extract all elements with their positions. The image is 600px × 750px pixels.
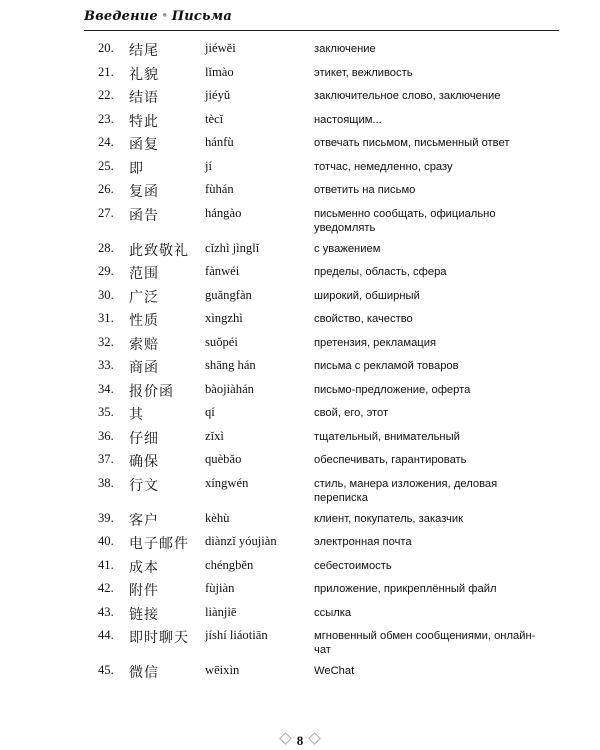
vocab-hanzi: 其 xyxy=(129,407,144,423)
vocab-pinyin: suǒpéi xyxy=(205,334,238,349)
vocab-row xyxy=(98,605,558,629)
vocab-translation: заключительное слово, заключение xyxy=(314,90,501,102)
vocab-hanzi: 行文 xyxy=(129,477,159,494)
vocab-pinyin: cǐzhì jìnglǐ xyxy=(205,240,260,255)
vocab-pinyin: quèbǎo xyxy=(205,452,242,466)
vocab-pinyin: jí xyxy=(205,158,212,173)
vocab-number: 26. xyxy=(98,182,114,196)
vocab-translation: отвечать письмом, письменный ответ xyxy=(314,137,510,149)
vocab-row xyxy=(98,182,558,206)
vocab-translation: тотчас, немедленно, сразу xyxy=(314,160,453,173)
vocab-pinyin: liànjiē xyxy=(205,604,237,619)
vocab-row xyxy=(98,452,558,476)
vocab-translation: этикет, вежливость xyxy=(314,66,413,79)
vocab-pinyin: shāng hán xyxy=(205,358,256,372)
vocab-hanzi: 结尾 xyxy=(129,43,159,59)
vocab-pinyin: jiéwěi xyxy=(205,41,236,55)
vocab-translation: WeChat xyxy=(314,665,355,677)
vocab-hanzi: 附件 xyxy=(129,583,159,599)
vocab-number: 34. xyxy=(98,381,114,396)
vocab-hanzi: 报价函 xyxy=(129,383,174,400)
vocab-hanzi: 客户 xyxy=(129,512,159,529)
header-text xyxy=(84,9,559,24)
vocab-number: 40. xyxy=(98,534,114,548)
vocab-row xyxy=(98,206,558,241)
vocab-hanzi: 微信 xyxy=(129,665,159,681)
vocab-number: 24. xyxy=(98,135,114,149)
vocab-translation: свой, его, этот xyxy=(314,407,389,419)
vocab-translation: тщательный, внимательный xyxy=(314,430,460,443)
vocab-translation: письма с рекламой товаров xyxy=(314,360,459,372)
vocab-pinyin: bàojiàhán xyxy=(205,381,254,396)
vocab-number: 32. xyxy=(98,334,114,349)
vocab-row xyxy=(98,335,558,359)
page-number: 8 xyxy=(296,733,304,748)
vocab-row xyxy=(98,358,558,382)
vocab-translation: свойство, качество xyxy=(314,313,413,325)
vocab-row xyxy=(98,476,558,511)
vocab-hanzi: 函告 xyxy=(129,207,159,224)
vocab-pinyin: tècǐ xyxy=(205,111,224,126)
vocab-number: 28. xyxy=(98,240,114,255)
vocab-translation: заключение xyxy=(314,43,376,55)
vocab-number: 39. xyxy=(98,510,114,525)
vocab-row xyxy=(98,558,558,582)
vocab-number: 21. xyxy=(98,64,114,79)
vocab-translation: письмо-предложение, оферта xyxy=(314,383,471,396)
running-header xyxy=(84,9,559,31)
vocab-hanzi: 礼貌 xyxy=(129,66,159,83)
vocab-translation: приложение, прикреплённый файл xyxy=(314,583,497,595)
vocab-number: 45. xyxy=(98,663,114,677)
vocab-row xyxy=(98,405,558,429)
vocab-row xyxy=(98,112,558,136)
vocab-hanzi: 成本 xyxy=(129,559,159,576)
vocab-row xyxy=(98,511,558,535)
vocab-translation: письменно сообщать, официально уведомлять xyxy=(314,207,496,234)
vocab-row xyxy=(98,288,558,312)
vocab-pinyin: kèhù xyxy=(205,510,230,525)
vocab-pinyin: lǐmào xyxy=(205,64,234,79)
vocab-translation: ссылка xyxy=(314,606,352,619)
vocab-translation: широкий, обширный xyxy=(314,289,420,302)
vocab-pinyin: chéngběn xyxy=(205,557,254,572)
vocab-pinyin: diànzǐ yóujiàn xyxy=(205,534,277,548)
diamond-ornament-icon xyxy=(308,732,321,745)
vocab-number: 37. xyxy=(98,452,114,466)
vocab-number: 42. xyxy=(98,581,114,595)
vocab-pinyin: fùhán xyxy=(205,182,234,196)
vocab-row xyxy=(98,65,558,89)
vocab-number: 23. xyxy=(98,111,114,126)
vocab-number: 31. xyxy=(98,311,114,325)
vocab-pinyin: hánfù xyxy=(205,135,234,149)
vocab-translation: ответить на письмо xyxy=(314,184,416,196)
vocab-translation: стиль, манера изложения, деловая переписка xyxy=(314,477,498,504)
vocab-hanzi: 确保 xyxy=(129,454,159,470)
vocab-translation: с уважением xyxy=(314,242,381,255)
vocab-row xyxy=(98,41,558,65)
vocab-row xyxy=(98,534,558,558)
vocab-row xyxy=(98,159,558,183)
vocab-row xyxy=(98,382,558,406)
vocab-pinyin: jiéyǔ xyxy=(205,88,231,102)
vocab-row xyxy=(98,429,558,453)
vocab-number: 36. xyxy=(98,428,114,443)
vocab-hanzi: 性质 xyxy=(129,313,159,329)
diamond-ornament-icon xyxy=(279,732,292,745)
vocab-number: 22. xyxy=(98,88,114,102)
page-footer xyxy=(0,730,600,749)
vocab-hanzi: 电子邮件 xyxy=(129,536,189,552)
vocab-hanzi: 链接 xyxy=(129,606,159,623)
vocab-hanzi: 函复 xyxy=(129,137,159,153)
vocab-translation: электронная почта xyxy=(314,536,412,548)
vocab-hanzi: 即 xyxy=(129,160,144,177)
header-topic: Письма xyxy=(171,9,232,24)
header-separator: • xyxy=(160,9,169,24)
vocab-row xyxy=(98,241,558,265)
vocab-hanzi: 即时聊天 xyxy=(129,630,189,646)
vocab-translation: обеспечивать, гарантировать xyxy=(314,454,467,466)
vocab-translation: пределы, область, сфера xyxy=(314,266,447,278)
vocab-row xyxy=(98,663,558,687)
vocab-pinyin: jíshí liáotiān xyxy=(205,628,268,642)
vocab-row xyxy=(98,135,558,159)
header-rule xyxy=(84,30,559,31)
vocab-pinyin: qí xyxy=(205,405,215,419)
vocab-hanzi: 仔细 xyxy=(129,430,159,447)
vocab-number: 43. xyxy=(98,604,114,619)
vocab-number: 29. xyxy=(98,264,114,278)
vocab-row xyxy=(98,581,558,605)
vocab-row xyxy=(98,628,558,663)
vocab-pinyin: fùjiàn xyxy=(205,581,235,595)
vocab-number: 27. xyxy=(98,205,114,220)
vocab-number: 33. xyxy=(98,358,114,372)
vocab-hanzi: 此致敬礼 xyxy=(129,242,189,259)
vocab-pinyin: xìngzhì xyxy=(205,311,243,325)
vocab-number: 38. xyxy=(98,475,114,490)
vocab-pinyin: hángào xyxy=(205,205,242,220)
vocab-pinyin: wēixìn xyxy=(205,663,240,677)
vocab-row xyxy=(98,311,558,335)
vocab-hanzi: 索赔 xyxy=(129,336,159,353)
vocab-hanzi: 复函 xyxy=(129,184,159,200)
vocab-translation: настоящим... xyxy=(314,113,382,126)
vocab-number: 25. xyxy=(98,158,114,173)
vocab-translation: претензия, рекламация xyxy=(314,336,437,349)
vocab-hanzi: 商函 xyxy=(129,360,159,376)
vocab-number: 30. xyxy=(98,287,114,302)
vocab-number: 35. xyxy=(98,405,114,419)
vocab-number: 44. xyxy=(98,628,114,642)
vocab-pinyin: xíngwén xyxy=(205,475,249,490)
vocab-number: 41. xyxy=(98,557,114,572)
vocab-pinyin: zǐxì xyxy=(205,428,224,443)
vocab-translation: клиент, покупатель, заказчик xyxy=(314,512,463,525)
vocab-pinyin: guǎngfàn xyxy=(205,287,252,302)
vocab-number: 20. xyxy=(98,41,114,55)
vocab-translation: себестоимость xyxy=(314,559,392,572)
vocab-hanzi: 特此 xyxy=(129,113,159,130)
vocab-hanzi: 结语 xyxy=(129,90,159,106)
vocab-pinyin: fànwéi xyxy=(205,264,240,278)
vocabulary-list xyxy=(98,41,558,687)
vocab-row xyxy=(98,264,558,288)
vocab-row xyxy=(98,88,558,112)
vocab-hanzi: 范围 xyxy=(129,266,159,282)
vocab-translation: мгновенный обмен сообщениями, онлайн-чат xyxy=(314,630,536,656)
header-section: Введение xyxy=(84,9,158,24)
vocab-hanzi: 广泛 xyxy=(129,289,159,306)
